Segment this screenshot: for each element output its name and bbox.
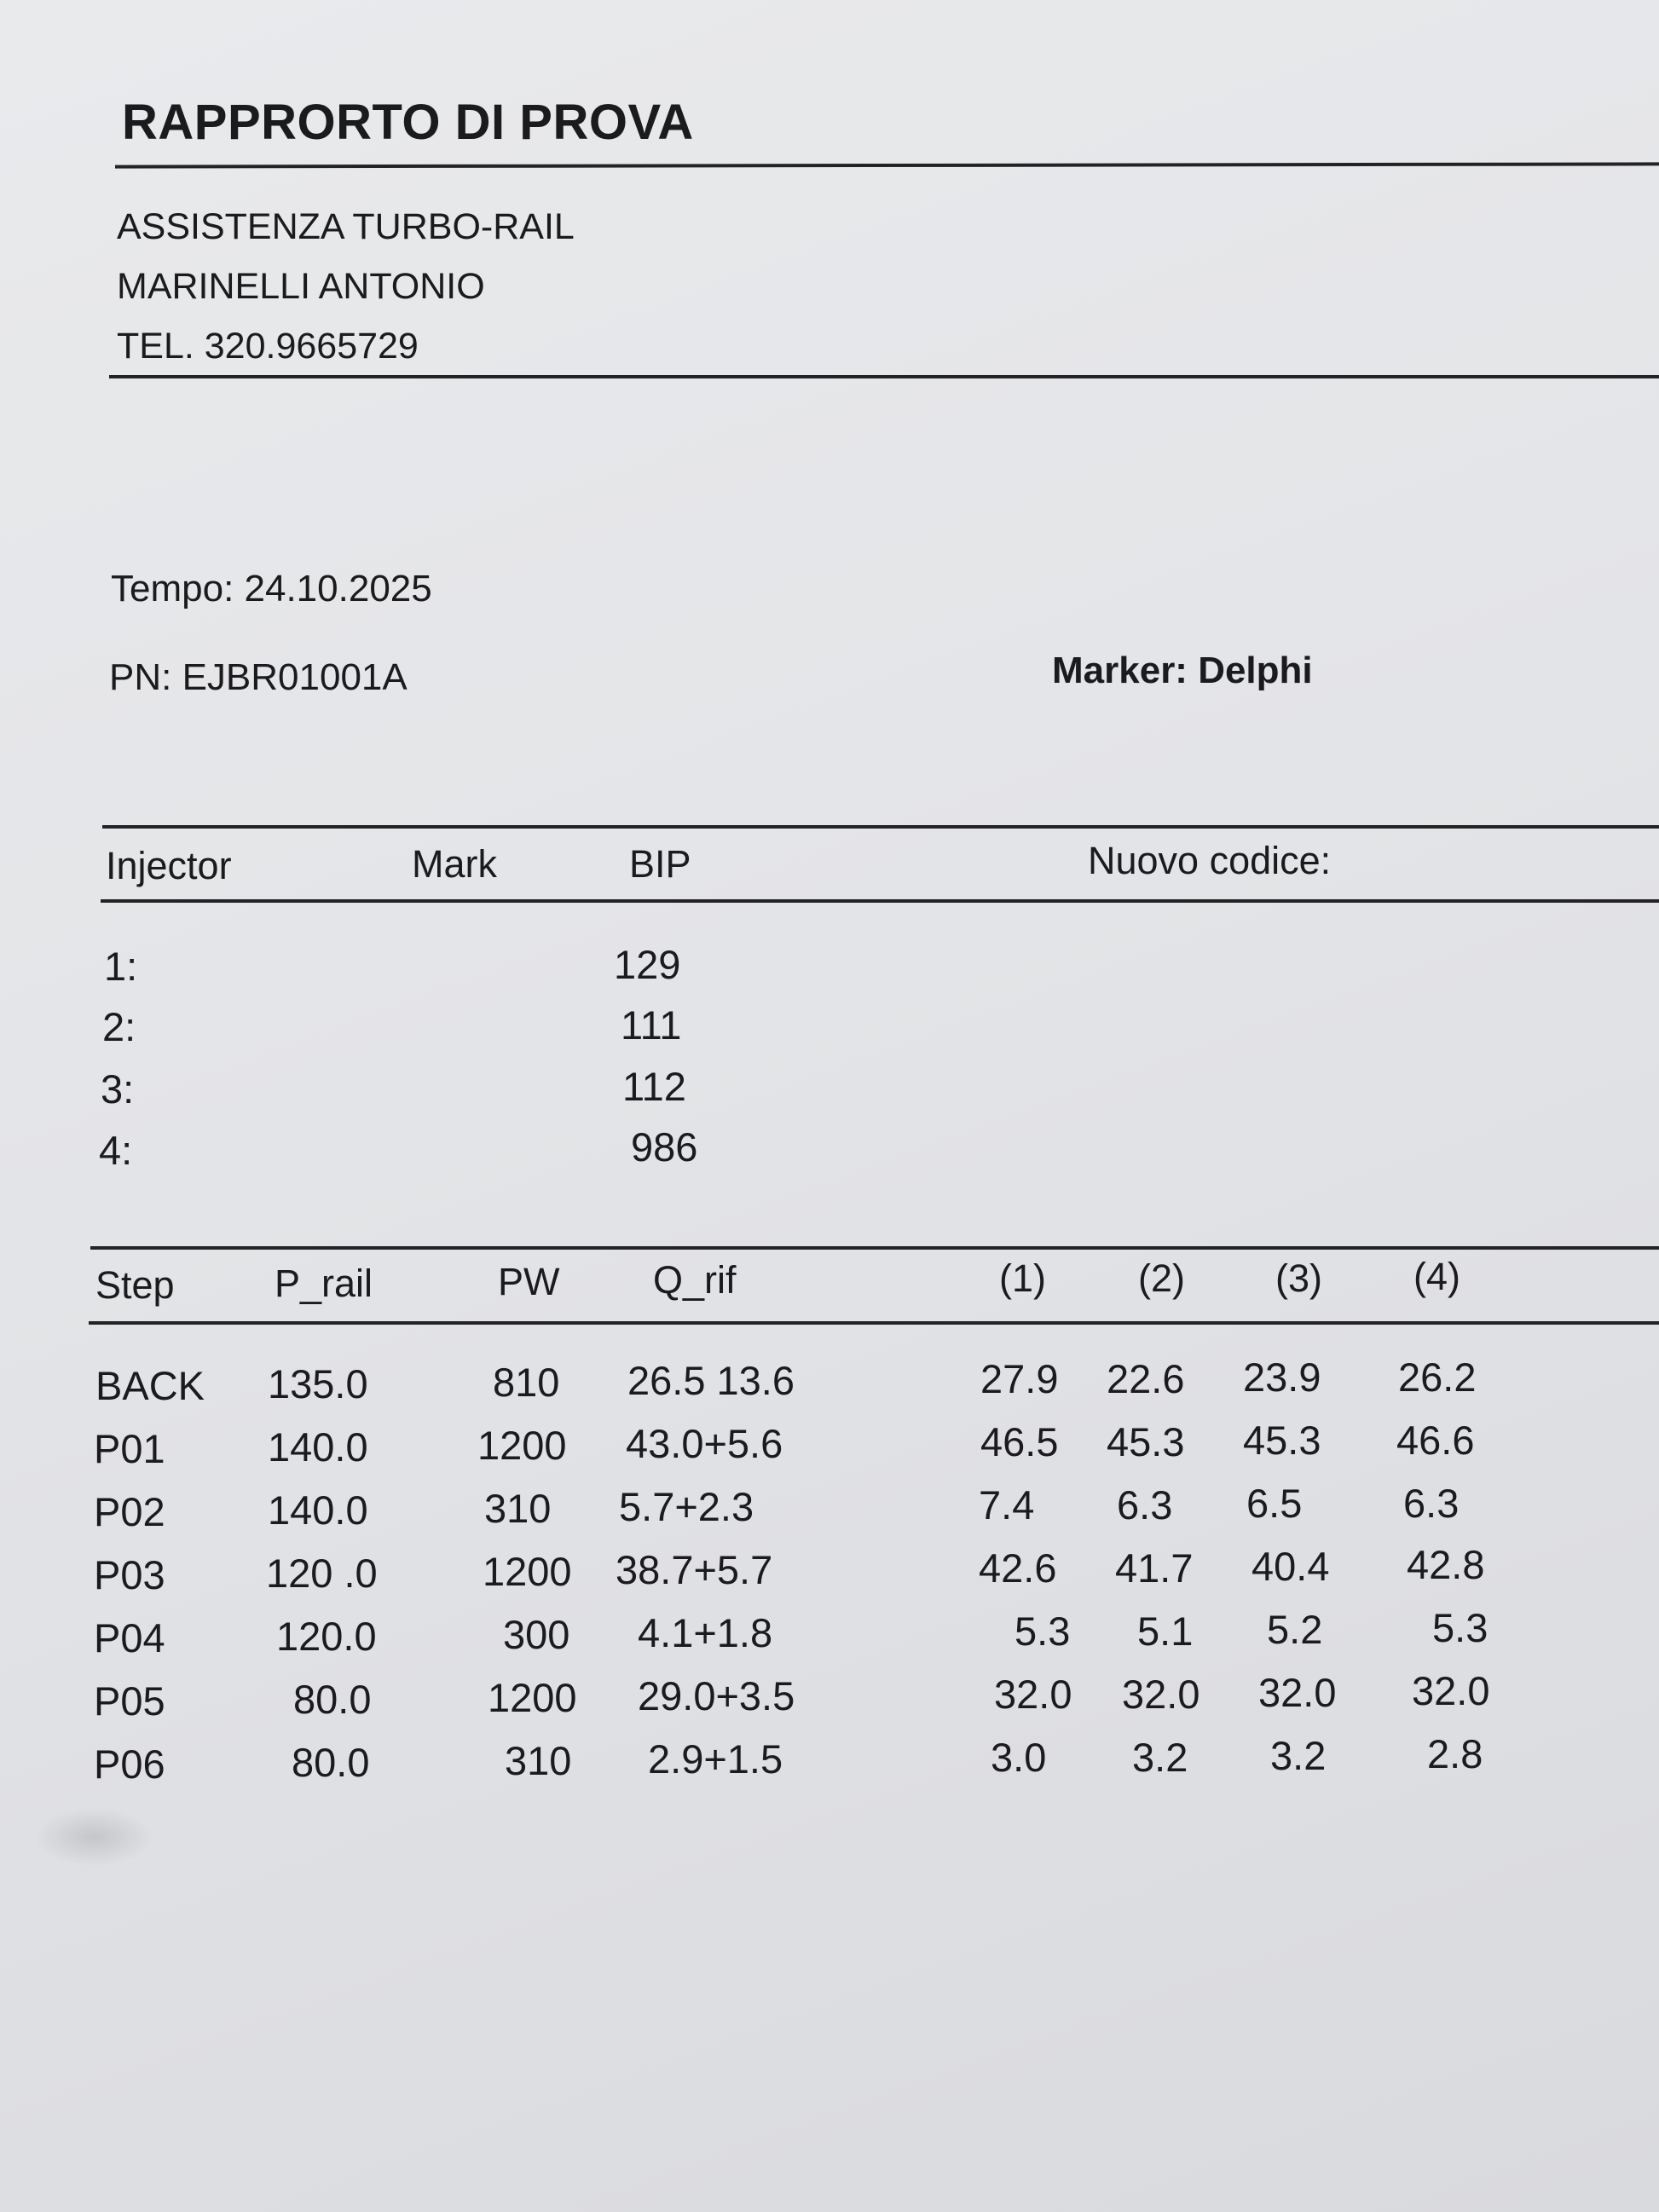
p-rail-header: P_rail xyxy=(275,1262,373,1305)
injector-3-cell: 23.9 xyxy=(1243,1354,1321,1400)
test-date: Tempo: 24.10.2025 xyxy=(111,568,432,609)
injector-3-cell: 32.0 xyxy=(1258,1670,1337,1715)
injector-1-cell: 3.0 xyxy=(991,1735,1047,1780)
step-cell: BACK xyxy=(95,1363,205,1408)
q-rif-cell: 43.0+5.6 xyxy=(626,1421,783,1466)
injector-table-header-rule xyxy=(101,899,1659,903)
bip-header: BIP xyxy=(629,842,691,886)
injector-1-cell: 27.9 xyxy=(980,1356,1059,1401)
injector-2-cell: 3.2 xyxy=(1132,1735,1188,1780)
company-divider xyxy=(109,375,1659,378)
step-cell: P03 xyxy=(94,1552,165,1597)
injector-2-cell: 32.0 xyxy=(1122,1672,1200,1717)
injector-2-cell: 41.7 xyxy=(1115,1545,1194,1591)
injector-3-cell: 45.3 xyxy=(1243,1418,1321,1463)
title-divider xyxy=(115,162,1659,168)
pw-cell: 1200 xyxy=(488,1675,577,1720)
injector-4-cell: 6.3 xyxy=(1403,1481,1460,1526)
injector-4-cell: 26.2 xyxy=(1398,1354,1477,1400)
injector-row-label: 1: xyxy=(104,944,138,989)
injector-4-cell: 5.3 xyxy=(1432,1605,1488,1650)
injector-2-cell: 45.3 xyxy=(1107,1419,1185,1464)
injector-row-bip: 986 xyxy=(631,1124,698,1170)
injector-2-cell: 22.6 xyxy=(1107,1356,1185,1401)
part-number: PN: EJBR01001A xyxy=(109,656,408,698)
p-rail-cell: 140.0 xyxy=(268,1487,368,1533)
pw-cell: 1200 xyxy=(477,1423,567,1468)
p-rail-cell: 120 .0 xyxy=(266,1551,378,1596)
injector-row-label: 4: xyxy=(99,1128,133,1173)
mark-header: Mark xyxy=(412,842,497,886)
injector-row-label: 3: xyxy=(101,1066,135,1112)
q-rif-cell: 2.9+1.5 xyxy=(648,1736,783,1782)
q-rif-header: Q_rif xyxy=(653,1258,737,1302)
step-header: Step xyxy=(95,1263,175,1307)
pw-cell: 310 xyxy=(484,1486,552,1531)
injector-header: Injector xyxy=(106,844,232,887)
q-rif-cell: 26.5 13.6 xyxy=(627,1358,795,1403)
step-table-top-rule xyxy=(90,1246,1659,1250)
injector-4-cell: 2.8 xyxy=(1427,1731,1483,1776)
step-table-header-rule xyxy=(89,1321,1659,1325)
maker-label: Marker: Delphi xyxy=(1052,650,1313,691)
q-rif-cell: 29.0+3.5 xyxy=(638,1673,795,1718)
injector-4-cell: 42.8 xyxy=(1407,1542,1485,1587)
injector-1-cell: 46.5 xyxy=(980,1419,1059,1464)
company-person: MARINELLI ANTONIO xyxy=(117,266,485,307)
company-phone: TEL. 320.9665729 xyxy=(117,326,419,367)
report-title: RAPPRORTO DI PROVA xyxy=(122,95,694,150)
injector-table-top-rule xyxy=(102,825,1659,829)
p-rail-cell: 120.0 xyxy=(276,1614,377,1659)
injector-1-cell: 7.4 xyxy=(979,1482,1035,1528)
injector-row-bip: 129 xyxy=(614,942,681,987)
injector-row-label: 2: xyxy=(102,1004,136,1049)
injector-row-bip: 112 xyxy=(622,1064,686,1109)
injector-3-cell: 6.5 xyxy=(1246,1481,1303,1526)
p-rail-cell: 140.0 xyxy=(268,1424,368,1470)
injector-3-cell: 40.4 xyxy=(1251,1544,1330,1589)
injector-4-cell: 46.6 xyxy=(1396,1418,1475,1463)
company-name: ASSISTENZA TURBO-RAIL xyxy=(117,206,575,247)
step-cell: P05 xyxy=(94,1678,165,1724)
injector-2-cell: 6.3 xyxy=(1117,1482,1173,1528)
injector-1-header: (1) xyxy=(999,1256,1046,1300)
q-rif-cell: 4.1+1.8 xyxy=(638,1610,773,1655)
injector-3-cell: 5.2 xyxy=(1267,1607,1323,1652)
injector-1-cell: 42.6 xyxy=(979,1545,1057,1591)
injector-3-cell: 3.2 xyxy=(1270,1733,1327,1778)
step-cell: P06 xyxy=(94,1741,165,1787)
injector-3-header: (3) xyxy=(1275,1256,1322,1300)
injector-4-header: (4) xyxy=(1413,1255,1460,1298)
p-rail-cell: 135.0 xyxy=(268,1361,368,1406)
q-rif-cell: 38.7+5.7 xyxy=(616,1547,773,1592)
injector-4-cell: 32.0 xyxy=(1412,1668,1490,1713)
pw-cell: 300 xyxy=(503,1612,570,1657)
nuovo-codice-header: Nuovo codice: xyxy=(1088,839,1332,882)
pw-cell: 310 xyxy=(505,1738,572,1783)
injector-row-bip: 111 xyxy=(621,1002,682,1048)
q-rif-cell: 5.7+2.3 xyxy=(619,1484,754,1529)
paper-smudge xyxy=(34,1807,153,1867)
pw-cell: 1200 xyxy=(483,1549,572,1594)
step-cell: P04 xyxy=(94,1615,165,1660)
p-rail-cell: 80.0 xyxy=(292,1740,370,1785)
injector-2-header: (2) xyxy=(1138,1256,1185,1300)
pw-header: PW xyxy=(498,1260,560,1303)
step-cell: P02 xyxy=(94,1489,165,1534)
p-rail-cell: 80.0 xyxy=(293,1677,372,1722)
injector-2-cell: 5.1 xyxy=(1137,1608,1194,1654)
injector-1-cell: 5.3 xyxy=(1014,1608,1071,1654)
injector-1-cell: 32.0 xyxy=(994,1672,1072,1717)
pw-cell: 810 xyxy=(493,1360,560,1405)
step-cell: P01 xyxy=(94,1426,165,1471)
